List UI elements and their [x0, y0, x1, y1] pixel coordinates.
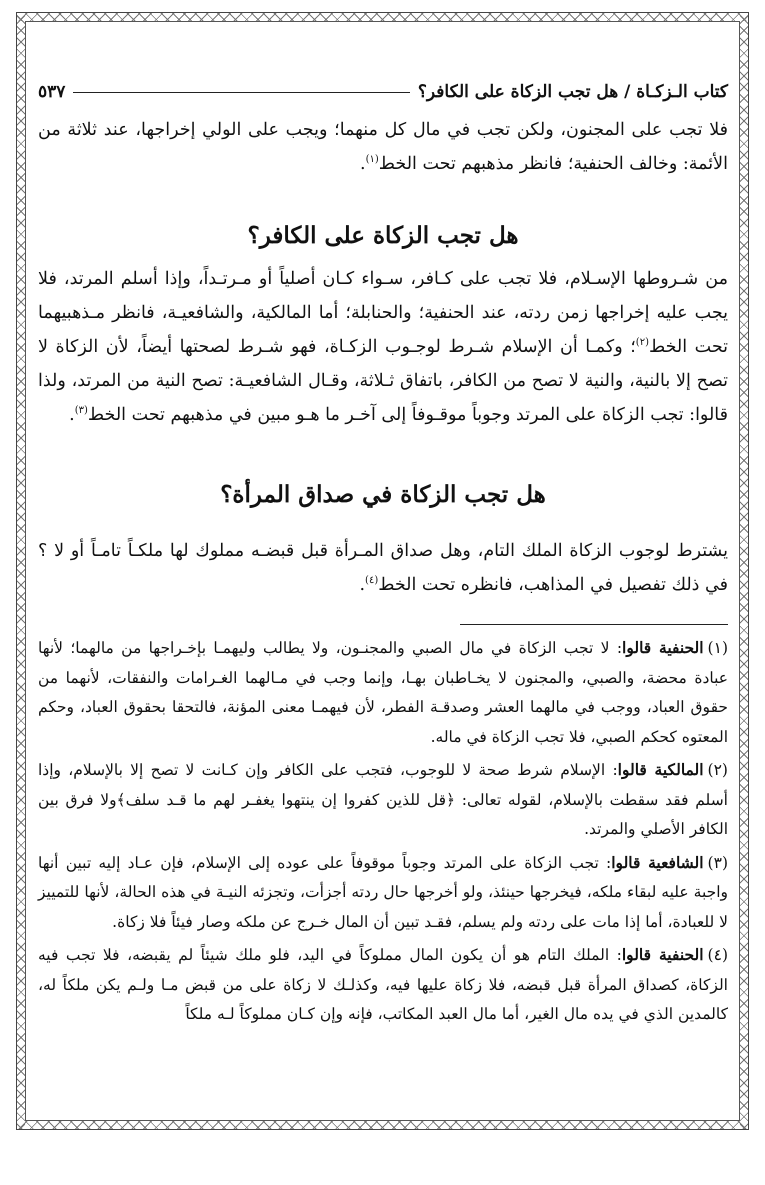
- section-kafir-paragraph: [38, 262, 728, 432]
- footnote-number: (٣): [707, 853, 728, 872]
- intro-end: .: [360, 154, 366, 174]
- border-ornament-right: [740, 13, 748, 1129]
- intro-text: فلا تجب على المجنون، ولكن تجب في مال كل منهما؛ ويجب على الولي إخراجها، عند ثلاثة من الأئمة: وخالف الحنفية؛ فانظر مذهبهم تحت الخط: [38, 120, 728, 174]
- footnote-text: : الإسلام شرط صحة لا للوجوب، فتجب على الكافر وإن كـانت لا تصح إلا بالإسلام، وإذا أسلم فقد سقطت بالإسلام، لقوله تعالى: ﴿قل للذين كفروا إن ينتهوا يغفـر لهم ما قـد سلف﴾ولا فرق بين الكافر الأصلي والمرتد.: [38, 761, 728, 838]
- section-kafir-text-b: ؛ وكمـا أن الإسلام شـرط لوجـوب الزكـاة، فهو شـرط لصحتها أيضاً، لأن الزكاة لا تصح إلا بالنية، والنية لا تصح من الكافر، باتفاق ثـلاثة، وقـال الشافعيـة: تصح النية من المرتد، ولذا قالوا: تجب الزكاة على المرتد وجوباً موقـوفاً إلى آخـر ما هـو مبين في مذهبهم تحت الخط: [38, 337, 728, 425]
- border-ornament-top: [17, 13, 748, 21]
- section-kafir-text-a: من شـروطها الإسـلام، فلا تجب على كـافر، سـواء كـان أصلياً أو مـرتـداً، وإذا أسلم المرتد، فلا يجب عليه إخراجها زمن ردته، عند الحنفية؛ والحنابلة؛ أما المالكية، والشافعيـة، فانظر مـذهبيهما تحت الخط: [38, 269, 728, 357]
- footnote-number: (٤): [707, 946, 728, 964]
- footnote-2: [38, 755, 728, 845]
- footnote-number: (٢): [707, 761, 728, 779]
- footnote-lead: المالكية قالوا: [617, 760, 704, 779]
- footnote-text: : لا تجب الزكاة في مال الصبي والمجنـون، ولا يطالب وليهمـا بإخـراجها من مالهما؛ لأنها عبادة محضة، والصبي، والمجنون لا يخـاطبان بهـا، وإنما وجب في مـالهما الغـرامات والنفقات، لأنهما من حقوق العباد، ووجب في مالهما العشر وصدقـة الفطر، لأن فيهمـا معنى المؤنة، فالتحقا بحقوق العباد، وحكم المعتوه كحكم الصبي، فلا تجب الزكاة في ماله.: [38, 639, 728, 746]
- footnotes: [38, 633, 728, 1033]
- footnote-ref-4[interactable]: (٤): [365, 575, 379, 587]
- footnote-ref-3[interactable]: (٣): [74, 405, 88, 417]
- header-rule: [73, 92, 409, 93]
- footnote-lead: الحنفية قالوا: [622, 638, 704, 657]
- running-title: كتاب الـزكـاة / هل تجب الزكاة على الكافر؟: [417, 82, 728, 102]
- footnote-separator: [460, 624, 728, 625]
- footnote-3: [38, 848, 728, 938]
- intro-paragraph: [38, 113, 728, 181]
- section-heading-kafir: هل تجب الزكاة على الكافر؟: [247, 222, 519, 249]
- footnote-1: [38, 633, 728, 752]
- footnote-lead: الحنفية قالوا: [621, 945, 704, 964]
- section-kafir-end: .: [69, 405, 75, 425]
- section-sadaq-paragraph: [38, 534, 728, 602]
- section-sadaq-end: .: [359, 575, 366, 595]
- footnote-ref-1[interactable]: (١): [365, 154, 379, 166]
- footnote-text: : الملك التام هو أن يكون المال مملوكاً في اليد، فلو ملك شيئاً لم يقبضه، فلا تجب فيه الزكاة، كصداق المرأة قبل قبضه، فلا زكاة عليها فيه، وكذلـك لا زكاة على من قبض مـا ولـم يكن ملكاً له، كالمدين الذي في يده مال الغير، أما مال العبد المكاتب، فإنه وإن كـان مملوكاً لـه ملكاً: [38, 946, 728, 1023]
- footnote-ref-2[interactable]: (٢): [635, 337, 649, 349]
- footnote-number: (١): [707, 639, 728, 657]
- border-ornament-bottom: [17, 1121, 748, 1129]
- section-sadaq-text: يشترط لوجوب الزكاة الملك التام، وهل صداق المـرأة قبل قبضـه مملوك لها ملكـاً تامـاً أو لا ؟ في ذلك تفصيل في المذاهب، فانظره تحت الخط: [38, 541, 728, 595]
- border-ornament-left: [17, 13, 25, 1129]
- page-number: ٥٣٧: [38, 82, 66, 102]
- footnote-lead: الشافعية قالوا: [611, 852, 704, 872]
- section-heading-sadaq: هل تجب الزكاة في صداق المرأة؟: [220, 481, 546, 508]
- running-header: [38, 82, 728, 102]
- footnote-4: [38, 940, 728, 1030]
- footnote-text: : تجب الزكاة على المرتد وجوباً موقوفاً على عوده إلى الإسلام، فإن عـاد إليه تبين أنها واجبة عليه لبقاء ملكه، فيخرجها حينئذ، ولو أخرجها حال ردته أجزأت، وتجزئه النيـة في هذه الحالة، لأنها للتمييز لا للعبادة، أما إذا مات على ردته ولم يسلم، فقـد تبين أن المال خـرج عن ملكه وصار فيئاً فلا زكاة.: [38, 853, 728, 931]
